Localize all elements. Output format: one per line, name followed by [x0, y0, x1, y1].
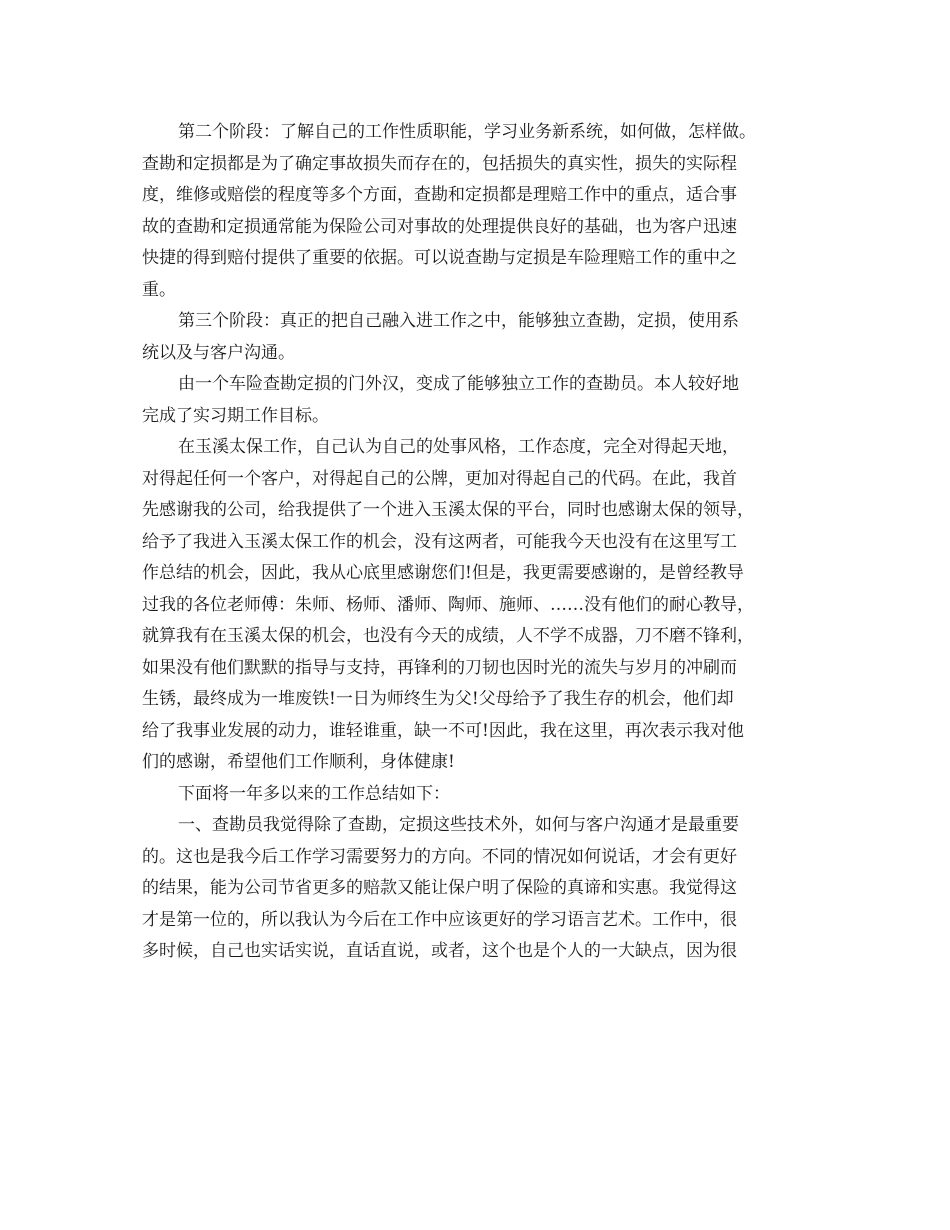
text-line: 完成了实习期工作目标。 — [142, 405, 329, 426]
text-line: 故的查勘和定损通常能为保险公司对事故的处理提供良好的基础，也为客户迅速 — [142, 216, 737, 237]
text-line: 多时候，自己也实话实说，直话直说，或者，这个也是个人的一大缺点，因为很 — [142, 941, 737, 961]
text-line: 由一个车险查勘定损的门外汉，变成了能够独立工作的查勘员。本人较好地 — [178, 374, 739, 394]
text-line: 的。这也是我今后工作学习需要努力的方向。不同的情况如何说话，才会有更好 — [142, 846, 737, 867]
text-line: 度，维修或赔偿的程度等多个方面，查勘和定损都是理赔工作中的重点，适合事 — [142, 185, 737, 205]
paragraph-stage-two — [142, 117, 808, 306]
text-line: 第二个阶段：了解自己的工作性质职能，学习业务新系统，如何做，怎样做。 — [178, 122, 756, 142]
text-line: 第三个阶段：真正的把自己融入进工作之中，能够独立查勘，定损，使用系 — [178, 311, 739, 331]
text-line: 生锈，最终成为一堆废铁!一日为师终生为父!父母给予了我生存的机会，他们却 — [142, 689, 734, 709]
paragraph-point-one — [142, 810, 808, 968]
text-line: 一、查勘员我觉得除了查勘，定损这些技术外，如何与客户沟通才是最重要 — [178, 815, 739, 835]
text-line: 重。 — [142, 279, 176, 300]
paragraph-stage-three — [142, 306, 808, 369]
paragraph-summary-intro — [142, 779, 808, 811]
text-line: 如果没有他们默默的指导与支持，再锋利的刀韧也因时光的流失与岁月的冲刷而 — [142, 657, 737, 678]
text-line: 们的感谢，希望他们工作顺利，身体健康! — [142, 752, 455, 772]
text-line: 过我的各位老师傅：朱师、杨师、潘师、陶师、施师、……没有他们的耐心教导， — [142, 594, 754, 615]
paragraph-gratitude — [142, 432, 808, 779]
text-line: 的结果，能为公司节省更多的赔款又能让保户明了保险的真谛和实惠。我觉得这 — [142, 878, 737, 898]
text-line: 作总结的机会，因此，我从心底里感谢您们!但是，我更需要感谢的，是曾经教导 — [142, 563, 744, 583]
text-line: 在玉溪太保工作，自己认为自己的处事风格，工作态度，完全对得起天地， — [178, 437, 739, 457]
text-line: 先感谢我的公司，给我提供了一个进入玉溪太保的平台，同时也感谢太保的领导， — [142, 500, 754, 520]
text-line: 快捷的得到赔付提供了重要的依据。可以说查勘与定损是车险理赔工作的重中之 — [142, 248, 737, 268]
text-line: 给了我事业发展的动力，谁轻谁重，缺一不可!因此，我在这里，再次表示我对他 — [142, 720, 744, 741]
text-line: 给予了我进入玉溪太保工作的机会，没有这两者，可能我今天也没有在这里写工 — [142, 531, 737, 552]
paragraph-transformation — [142, 369, 808, 432]
text-line: 查勘和定损都是为了确定事故损失而存在的，包括损失的真实性，损失的实际程 — [142, 153, 737, 174]
text-line: 统以及与客户沟通。 — [142, 342, 295, 363]
text-line: 对得起任何一个客户，对得起自己的公牌，更加对得起自己的代码。在此，我首 — [142, 468, 737, 489]
text-line: 就算我有在玉溪太保的机会，也没有今天的成绩，人不学不成器，刀不磨不锋利， — [142, 626, 754, 646]
text-line: 才是第一位的，所以我认为今后在工作中应该更好的学习语言艺术。工作中，很 — [142, 909, 737, 930]
document-page — [142, 117, 808, 968]
text-line: 下面将一年多以来的工作总结如下： — [178, 783, 450, 804]
